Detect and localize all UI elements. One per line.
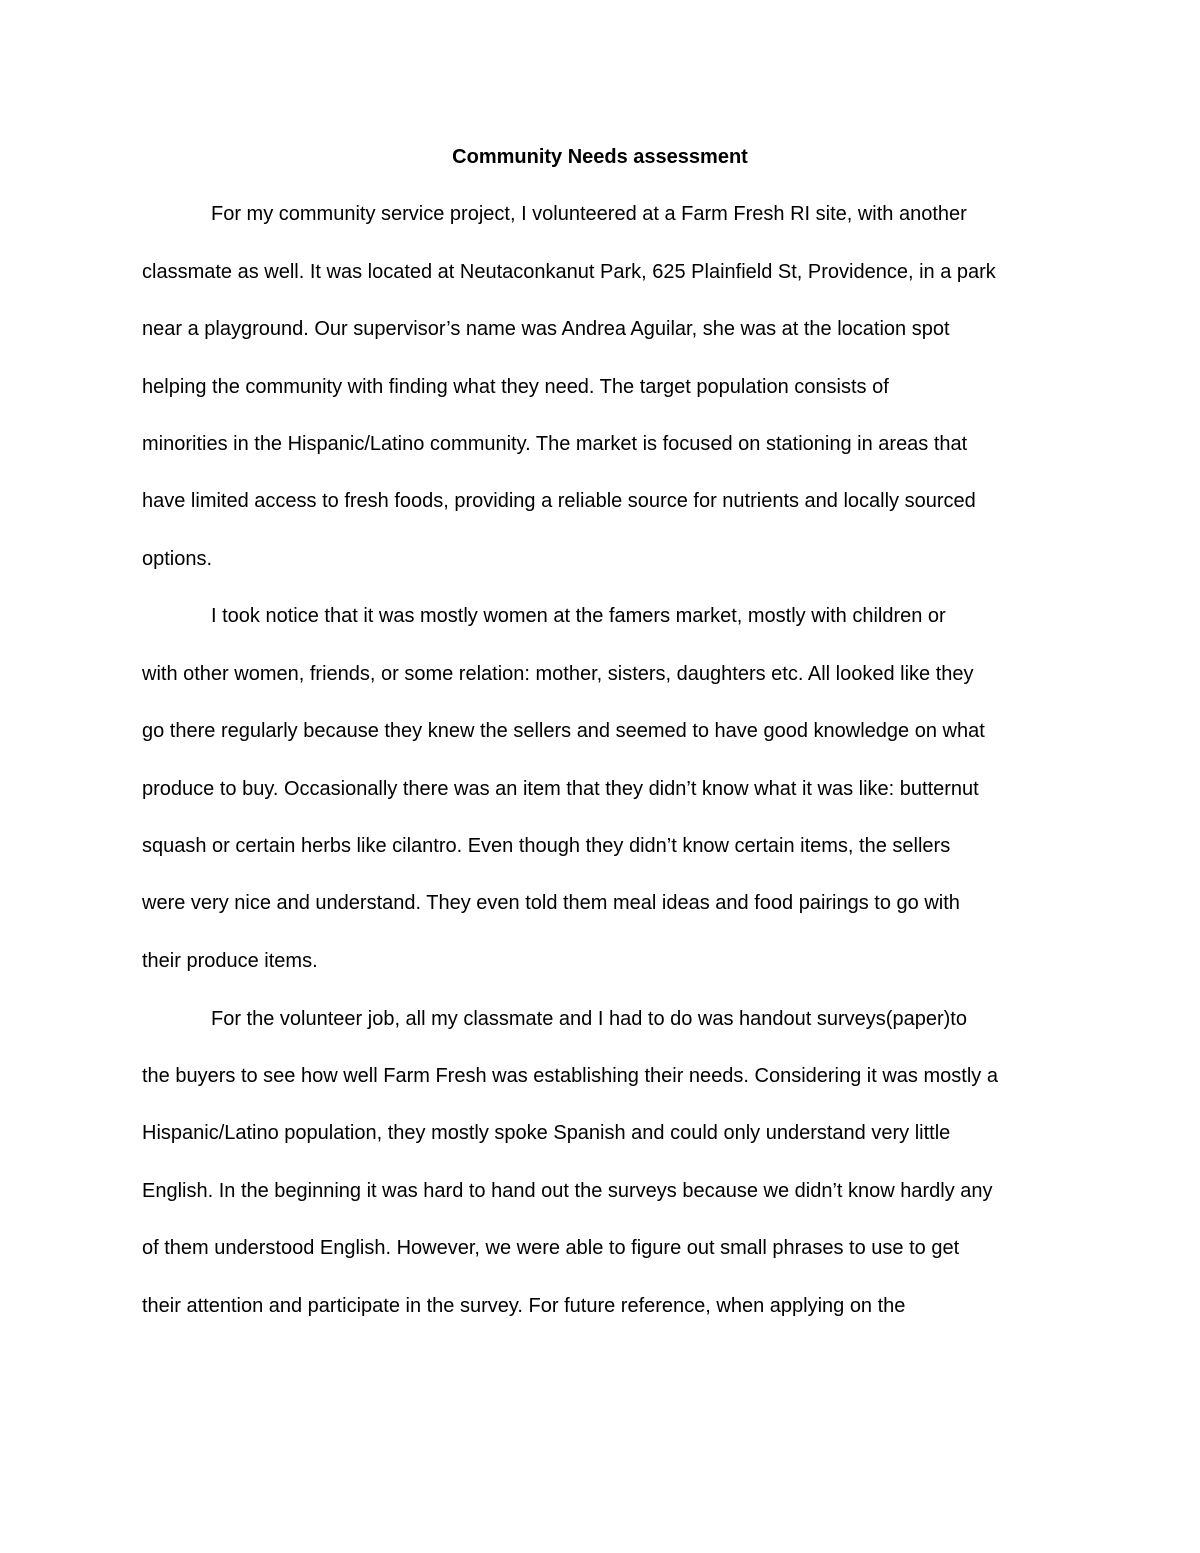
paragraph-line: the buyers to see how well Farm Fresh was establishing their needs. Considering it was mostly a — [142, 1065, 998, 1087]
paragraph-line: their attention and participate in the survey. For future reference, when applying on the — [142, 1295, 906, 1317]
paragraph-line: classmate as well. It was located at Neutaconkanut Park, 625 Plainfield St, Providence, in a park — [142, 261, 996, 283]
paragraph-line: English. In the beginning it was hard to hand out the surveys because we didn’t know hardly any — [142, 1180, 993, 1202]
document-title: Community Needs assessment — [452, 146, 748, 168]
paragraph-line: with other women, friends, or some relation: mother, sisters, daughters etc. All looked like they — [142, 663, 974, 685]
paragraph-line: produce to buy. Occasionally there was an item that they didn’t know what it was like: butternut — [142, 778, 979, 800]
paragraph-line: squash or certain herbs like cilantro. Even though they didn’t know certain items, the sellers — [142, 835, 951, 857]
paragraph-line: I took notice that it was mostly women at the famers market, mostly with children or — [211, 605, 946, 627]
paragraph-line: For my community service project, I volunteered at a Farm Fresh RI site, with another — [211, 203, 967, 225]
paragraph-line: options. — [142, 548, 213, 570]
paragraph-line: go there regularly because they knew the sellers and seemed to have good knowledge on what — [142, 720, 985, 742]
paragraph-line: Hispanic/Latino population, they mostly spoke Spanish and could only understand very little — [142, 1122, 951, 1144]
paragraph-line: have limited access to fresh foods, providing a reliable source for nutrients and locally sourced — [142, 490, 976, 512]
paragraph-line: For the volunteer job, all my classmate and I had to do was handout surveys(paper)to — [211, 1008, 967, 1030]
paragraph-line: minorities in the Hispanic/Latino community. The market is focused on stationing in areas that — [142, 433, 968, 455]
paragraph-line: their produce items. — [142, 950, 318, 972]
paragraph-line: near a playground. Our supervisor’s name was Andrea Aguilar, she was at the location spot — [142, 318, 950, 340]
paragraph-line: helping the community with finding what they need. The target population consists of — [142, 376, 889, 398]
paragraph-line: of them understood English. However, we were able to figure out small phrases to use to get — [142, 1237, 960, 1259]
paragraph-line: were very nice and understand. They even told them meal ideas and food pairings to go with — [142, 892, 960, 914]
